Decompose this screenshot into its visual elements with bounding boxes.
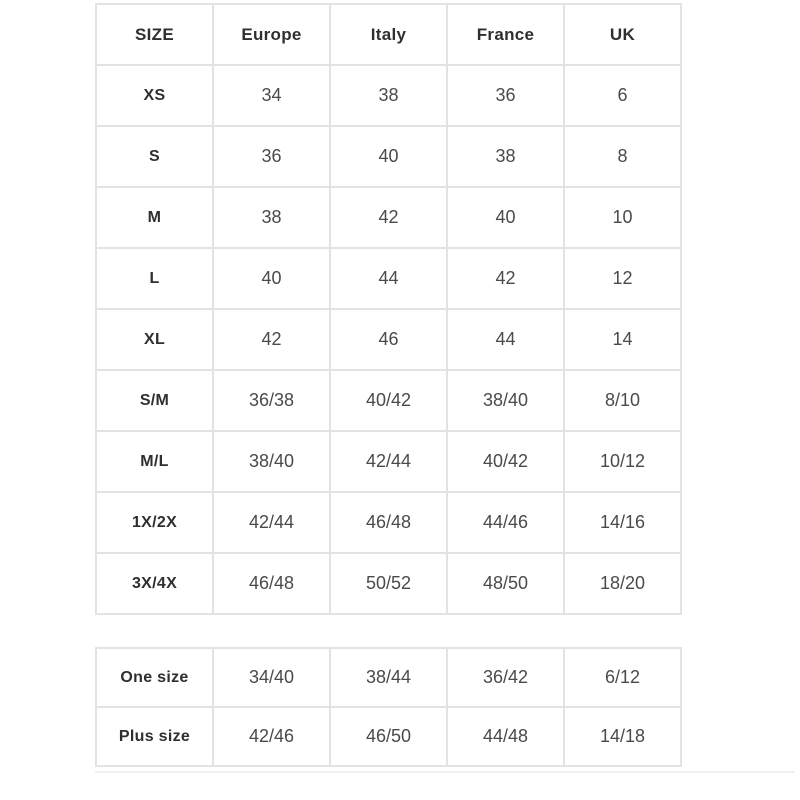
size-label-cell: XL	[96, 309, 213, 370]
size-label-cell: 1X/2X	[96, 492, 213, 553]
france-value-cell: 44/48	[447, 707, 564, 766]
italy-value-cell: 40	[330, 126, 447, 187]
france-value-cell: 44	[447, 309, 564, 370]
europe-value-cell: 42/44	[213, 492, 330, 553]
france-value-cell: 40/42	[447, 431, 564, 492]
france-value-cell: 44/46	[447, 492, 564, 553]
italy-value-cell: 42/44	[330, 431, 447, 492]
secondary-table-wrap	[95, 647, 800, 767]
uk-value-cell: 18/20	[564, 553, 681, 614]
uk-value-cell: 8/10	[564, 370, 681, 431]
table-row	[96, 553, 681, 614]
size-label-cell: Plus size	[96, 707, 213, 766]
uk-value-cell: 14	[564, 309, 681, 370]
column-header-france: France	[447, 4, 564, 65]
table-row	[96, 370, 681, 431]
europe-value-cell: 34/40	[213, 648, 330, 707]
bottom-divider	[95, 771, 795, 773]
europe-value-cell: 36	[213, 126, 330, 187]
table-row	[96, 248, 681, 309]
one-size-plus-size-table	[95, 647, 682, 767]
europe-value-cell: 46/48	[213, 553, 330, 614]
uk-value-cell: 14/16	[564, 492, 681, 553]
size-label-cell: One size	[96, 648, 213, 707]
table-row	[96, 707, 681, 766]
column-header-size: SIZE	[96, 4, 213, 65]
size-label-cell: S	[96, 126, 213, 187]
uk-value-cell: 10	[564, 187, 681, 248]
table-row	[96, 431, 681, 492]
size-label-cell: M	[96, 187, 213, 248]
italy-value-cell: 42	[330, 187, 447, 248]
column-header-italy: Italy	[330, 4, 447, 65]
table-row	[96, 648, 681, 707]
uk-value-cell: 14/18	[564, 707, 681, 766]
italy-value-cell: 50/52	[330, 553, 447, 614]
size-label-cell: S/M	[96, 370, 213, 431]
italy-value-cell: 46/48	[330, 492, 447, 553]
table-row	[96, 492, 681, 553]
europe-value-cell: 42	[213, 309, 330, 370]
size-label-cell: M/L	[96, 431, 213, 492]
france-value-cell: 48/50	[447, 553, 564, 614]
size-label-cell: XS	[96, 65, 213, 126]
france-value-cell: 38	[447, 126, 564, 187]
europe-value-cell: 34	[213, 65, 330, 126]
uk-value-cell: 12	[564, 248, 681, 309]
italy-value-cell: 44	[330, 248, 447, 309]
france-value-cell: 36/42	[447, 648, 564, 707]
europe-value-cell: 42/46	[213, 707, 330, 766]
size-label-cell: L	[96, 248, 213, 309]
table-row	[96, 309, 681, 370]
column-header-europe: Europe	[213, 4, 330, 65]
europe-value-cell: 36/38	[213, 370, 330, 431]
size-label-cell: 3X/4X	[96, 553, 213, 614]
column-header-uk: UK	[564, 4, 681, 65]
header-row	[96, 4, 681, 65]
table-row	[96, 126, 681, 187]
france-value-cell: 36	[447, 65, 564, 126]
uk-value-cell: 6/12	[564, 648, 681, 707]
uk-value-cell: 8	[564, 126, 681, 187]
italy-value-cell: 40/42	[330, 370, 447, 431]
france-value-cell: 40	[447, 187, 564, 248]
france-value-cell: 42	[447, 248, 564, 309]
table-row	[96, 65, 681, 126]
france-value-cell: 38/40	[447, 370, 564, 431]
size-conversion-table	[95, 3, 682, 615]
europe-value-cell: 38	[213, 187, 330, 248]
table-row	[96, 187, 681, 248]
europe-value-cell: 40	[213, 248, 330, 309]
uk-value-cell: 10/12	[564, 431, 681, 492]
italy-value-cell: 38/44	[330, 648, 447, 707]
uk-value-cell: 6	[564, 65, 681, 126]
italy-value-cell: 46/50	[330, 707, 447, 766]
italy-value-cell: 46	[330, 309, 447, 370]
italy-value-cell: 38	[330, 65, 447, 126]
europe-value-cell: 38/40	[213, 431, 330, 492]
